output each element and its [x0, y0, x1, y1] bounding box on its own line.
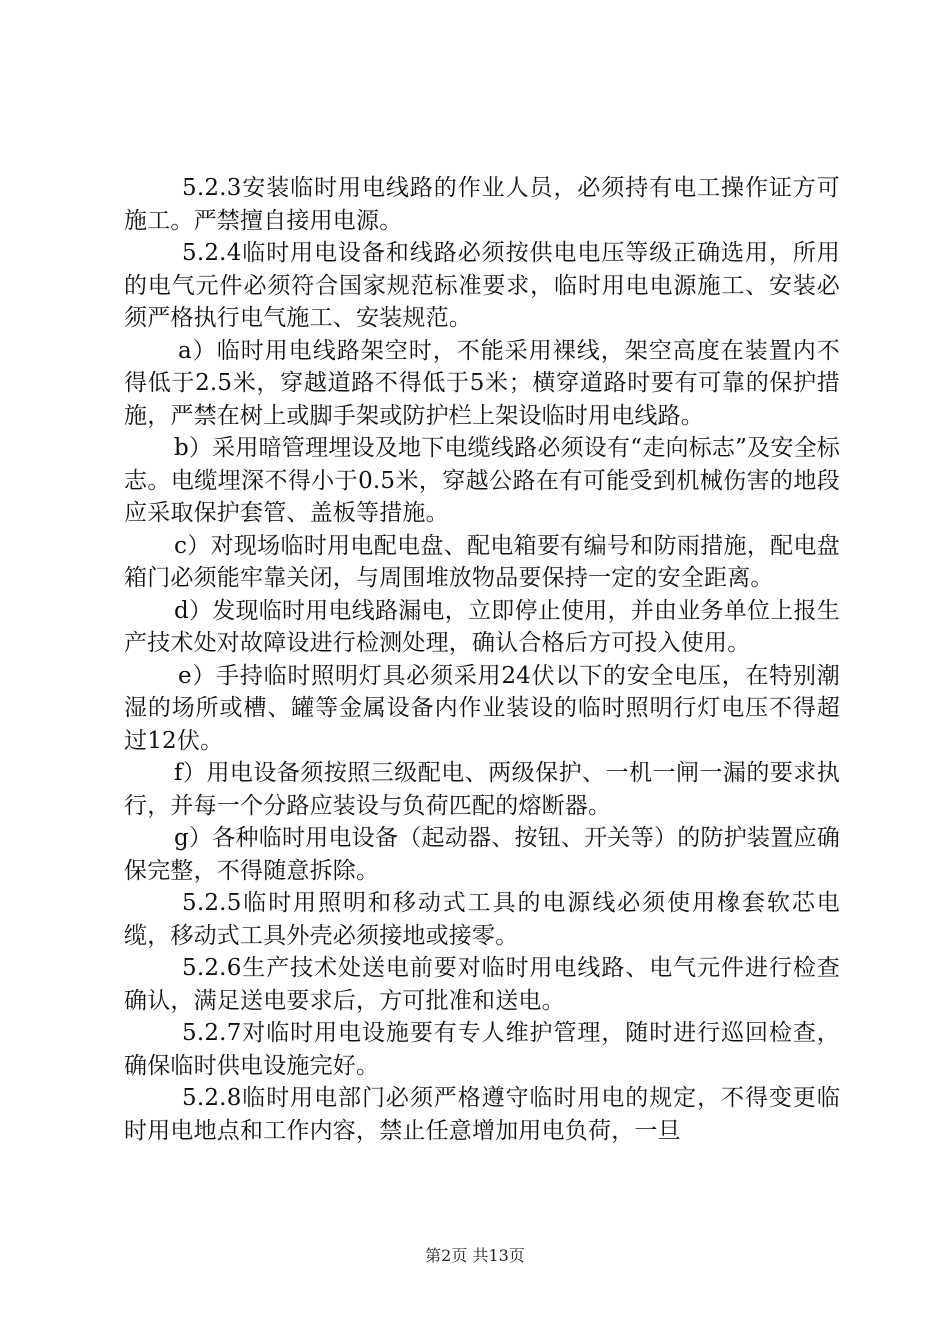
paragraph-5-2-6: 5.2.6生产技术处送电前要对临时用电线路、电气元件进行检查确认，满足送电要求后，方可批准和送电。 — [124, 955, 840, 1014]
paragraph-5-2-4: 5.2.4临时用电设备和线路必须按供电电压等级正确选用，所用的电气元件必须符合国家规范标准要求，临时用电电源施工、安装必须严格执行电气施工、安装规范。 — [124, 240, 840, 331]
paragraph-5-2-7: 5.2.7对临时用电设施要有专人维护管理，随时进行巡回检查，确保临时供电设施完好。 — [124, 1020, 840, 1079]
paragraph-item-g: g）各种临时用电设备（起动器、按钮、开关等）的防护装置应确保完整，不得随意拆除。 — [124, 825, 840, 884]
paragraph-item-b: b）采用暗管理埋设及地下电缆线路必须设有“走向标志”及安全标志。电缆埋深不得小于0.5米，穿越公路在有可能受到机械伤害的地段应采取保护套管、盖板等措施。 — [124, 435, 840, 526]
paragraph-5-2-8: 5.2.8临时用电部门必须严格遵守临时用电的规定，不得变更临时用电地点和工作内容，禁止任意增加用电负荷，一旦 — [124, 1085, 840, 1144]
paragraph-5-2-3: 5.2.3安装临时用电线路的作业人员，必须持有电工操作证方可施工。严禁擅自接用电源。 — [124, 175, 840, 234]
paragraph-item-a: a）临时用电线路架空时，不能采用裸线，架空高度在装置内不得低于2.5米，穿越道路不得低于5米；横穿道路时要有可靠的保护措施，严禁在树上或脚手架或防护栏上架设临时用电线路。 — [124, 337, 840, 429]
paragraph-item-c: c）对现场临时用电配电盘、配电箱要有编号和防雨措施，配电盘箱门必须能牢靠关闭，与周围堆放物品要保持一定的安全距离。 — [124, 532, 840, 591]
paragraph-5-2-5: 5.2.5临时用照明和移动式工具的电源线必须使用橡套软芯电缆，移动式工具外壳必须接地或接零。 — [124, 890, 840, 949]
paragraph-item-e: e）手持临时照明灯具必须采用24伏以下的安全电压，在特别潮湿的场所或槽、罐等金属设备内作业装设的临时照明行灯电压不得超过12伏。 — [124, 662, 840, 754]
page-number-footer: 第2页 共13页 — [425, 1246, 525, 1265]
document-body — [124, 172, 840, 1147]
paragraph-item-d: d）发现临时用电线路漏电，立即停止使用，并由业务单位上报生产技术处对故障设进行检测处理，确认合格后方可投入使用。 — [124, 597, 840, 656]
paragraph-item-f: f）用电设备须按照三级配电、两级保护、一机一闸一漏的要求执行，并每一个分路应装设与负荷匹配的熔断器。 — [124, 760, 840, 819]
